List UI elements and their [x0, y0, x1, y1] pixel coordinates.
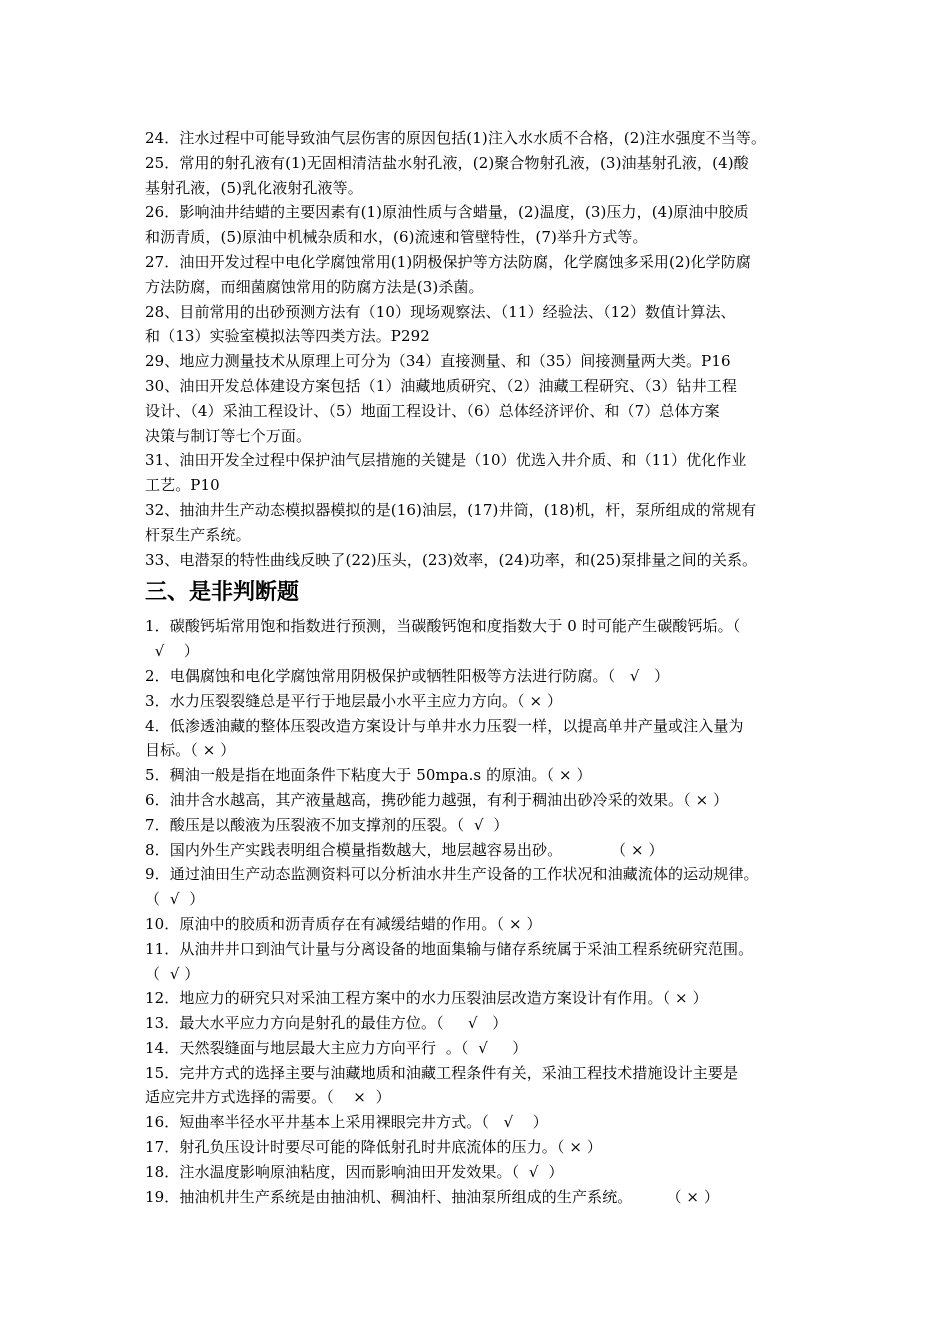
text-line: 30、油田开发总体建设方案包括（1）油藏地质研究、（2）油藏工程研究、（3）钻井工程 — [145, 376, 737, 395]
text-line: 决策与制订等七个万面。 — [145, 426, 312, 445]
text-line: 目标。（ × ） — [145, 741, 236, 760]
true-false-section — [145, 614, 825, 1209]
text-line: 15．完井方式的选择主要与油藏地质和油藏工程条件有关，采油工程技术措施设计主要是 — [145, 1063, 739, 1082]
text-line: 28、目前常用的出砂预测方法有（10）现场观察法、（11）经验法、（12）数值计算法、 — [145, 302, 736, 321]
text-line: 29、地应力测量技术从原理上可分为（34）直接测量、和（35）间接测量两大类。P16 — [145, 352, 731, 371]
text-line: 和沥青质，(5)原油中机械杂质和水，(6)流速和管壁特性，(7)举升方式等。 — [145, 228, 648, 247]
text-line: 9．通过油田生产动态监测资料可以分析油水井生产设备的工作状况和油藏流体的运动规律。 — [145, 865, 759, 884]
text-line: 2．电偶腐蚀和电化学腐蚀常用阴极保护或牺牲阳极等方法进行防腐。（ √ ） — [145, 666, 670, 685]
text-line: 1．碳酸钙垢常用饱和指数进行预测，当碳酸钙饱和度指数大于 0 时可能产生碳酸钙垢。（ — [145, 617, 741, 636]
text-line: 32、抽油井生产动态模拟器模拟的是(16)油层，(17)井筒，(18)机，杆，泵所组成的常规有 — [145, 500, 757, 519]
text-line: 和（13）实验室模拟法等四类方法。P292 — [145, 327, 430, 346]
text-line: 基射孔液，(5)乳化液射孔液等。 — [145, 178, 363, 197]
text-line: 10．原油中的胶质和沥青质存在有减缓结蜡的作用。（ × ） — [145, 914, 542, 933]
text-line: 11．从油井井口到油气计量与分离设备的地面集输与储存系统属于采油工程系统研究范围。 — [145, 939, 754, 958]
fill-in-section — [145, 126, 825, 572]
text-line: 3．水力压裂裂缝总是平行于地层最小水平主应力方向。（ × ） — [145, 691, 563, 710]
text-line: 33、电潜泵的特性曲线反映了(22)压头，(23)效率，(24)功率，和(25)泵排量之间的关系。 — [145, 550, 758, 569]
text-line: 14．天然裂缝面与地层最大主应力方向平行 。（ √ ） — [145, 1038, 528, 1057]
text-line: 工艺。P10 — [145, 476, 220, 495]
text-line: 适应完井方式选择的需要。（ × ） — [145, 1088, 391, 1107]
text-line: （ √ ） — [145, 890, 205, 909]
text-line: 27．油田开发过程中电化学腐蚀常用(1)阴极保护等方法防腐，化学腐蚀多采用(2)化学防腐 — [145, 252, 751, 271]
text-line: 方法防腐，而细菌腐蚀常用的防腐方法是(3)杀菌。 — [145, 277, 484, 296]
text-line: （ √ ） — [145, 964, 200, 983]
text-line: √ ） — [145, 642, 199, 661]
text-line: 7．酸压是以酸液为压裂液不加支撑剂的压裂。（ √ ） — [145, 815, 509, 834]
section-heading: 三、是非判断题 — [145, 580, 300, 606]
text-line: 6．油井含水越高，其产液量越高，携砂能力越强，有利于稠油出砂冷采的效果。（ × ） — [145, 790, 729, 809]
text-line: 5．稠油一般是指在地面条件下粘度大于 50mpa.s 的原油。（ × ） — [145, 766, 592, 785]
text-line: 24．注水过程中可能导致油气层伤害的原因包括(1)注入水水质不合格，(2)注水强度不当等。 — [145, 129, 767, 147]
text-line: 4．低渗透油藏的整体压裂改造方案设计与单井水力压裂一样，以提高单井产量或注入量为 — [145, 716, 744, 735]
text-line: 16．短曲率半径水平井基本上采用裸眼完井方式。（ √ ） — [145, 1113, 548, 1132]
document-page — [145, 126, 825, 1209]
text-line: 12．地应力的研究只对采油工程方案中的水力压裂油层改造方案设计有作用。（ × ） — [145, 989, 708, 1008]
text-line: 13．最大水平应力方向是射孔的最佳方位。（ √ ） — [145, 1014, 508, 1033]
text-line: 设计、（4）采油工程设计、（5）地面工程设计、（6）总体经济评价、和（7）总体方案 — [145, 401, 720, 420]
text-line: 31、油田开发全过程中保护油气层措施的关键是（10）优选入井介质、和（11）优化作业 — [145, 451, 747, 470]
text-line: 26．影响油井结蜡的主要因素有(1)原油性质与含蜡量，(2)温度，(3)压力，(4)原油中胶质 — [145, 203, 749, 222]
text-line: 8．国内外生产实践表明组合模量指数越大，地层越容易出砂。 （ × ） — [145, 840, 664, 859]
text-line: 19．抽油机井生产系统是由抽油机、稠油杆、抽油泵所组成的生产系统。 （ × ） — [145, 1187, 720, 1206]
text-line: 25．常用的射孔液有(1)无固相清洁盐水射孔液，(2)聚合物射孔液，(3)油基射孔液，(4)酸 — [145, 153, 749, 172]
text-line: 杆泵生产系统。 — [145, 525, 251, 544]
text-line: 17．射孔负压设计时要尽可能的降低射孔时井底流体的压力。（ × ） — [145, 1138, 602, 1157]
text-line: 18．注水温度影响原油粘度，因而影响油田开发效果。（ √ ） — [145, 1162, 564, 1181]
